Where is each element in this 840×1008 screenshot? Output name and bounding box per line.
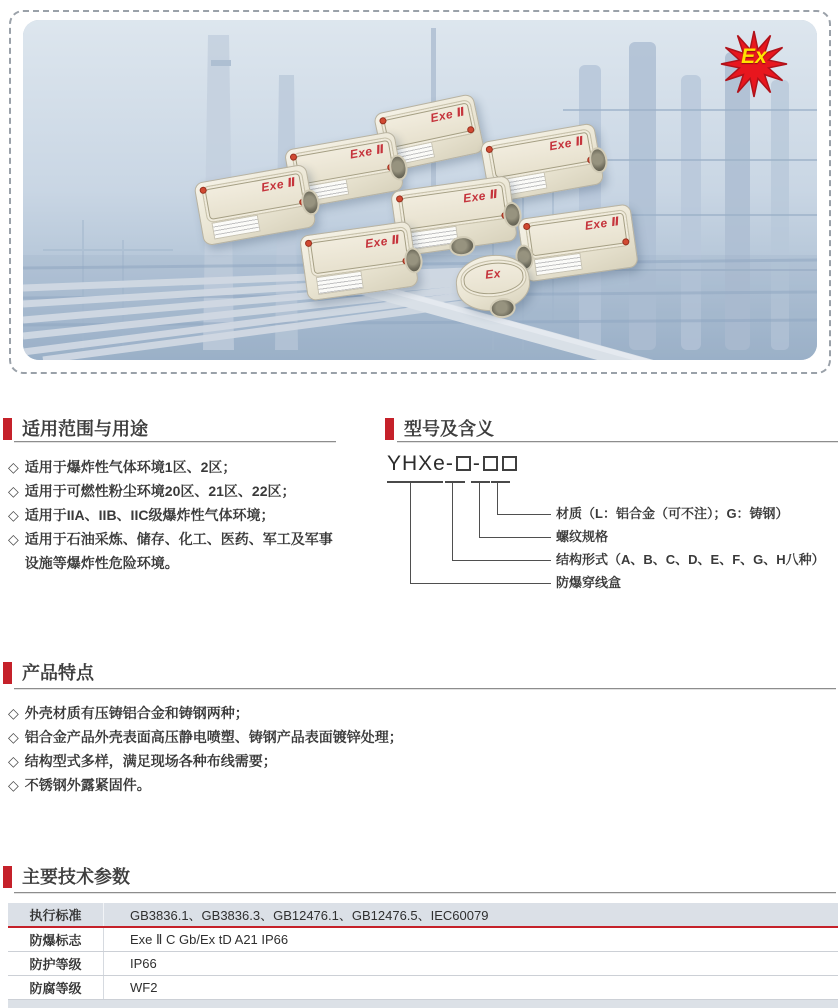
- model-code-placeholder-box: [456, 456, 471, 471]
- list-item-text: 适用于石油采炼、储存、化工、医药、军工及军事设施等爆炸性危险环境。: [24, 531, 333, 571]
- spec-row-value: GB3836.1、GB3836.3、GB12476.1、GB12476.5、IEC60079: [130, 908, 489, 923]
- list-item-text: 铝合金产品外壳表面高压静电喷塑、铸钢产品表面镀锌处理；: [24, 729, 403, 745]
- product-photo: [23, 20, 817, 360]
- list-item-text: 适用于IIA、IIB、IIC级爆炸性气体环境；: [24, 507, 275, 523]
- legend-connector-line: [410, 483, 551, 584]
- spec-row-value: Exe Ⅱ C Gb/Ex tD A21 IP66: [130, 931, 289, 947]
- legend-material: 材质（L：铝合金（可不注）；G：铸钢）: [556, 506, 789, 521]
- product-box-label: Exe Ⅱ: [462, 186, 499, 206]
- table-row: [8, 903, 838, 926]
- section-underline: [14, 688, 836, 689]
- diamond-bullet-icon: ◇: [8, 507, 19, 523]
- section-underline: [14, 892, 836, 893]
- section-title-specs: 主要技术参数: [22, 867, 130, 887]
- model-code-dash: -: [472, 452, 481, 475]
- legend-product-name: 防爆穿线盒: [556, 575, 622, 590]
- table-footer-strip: [8, 1000, 838, 1008]
- spec-row-label: 防爆标志: [8, 928, 104, 951]
- model-code-placeholder-box: [483, 456, 498, 471]
- diamond-bullet-icon: ◇: [8, 753, 19, 769]
- product-box-label: Exe Ⅱ: [548, 133, 586, 154]
- section-title-model: 型号及含义: [404, 419, 494, 439]
- section-accent-bar: [3, 866, 12, 888]
- section-accent-bar: [3, 662, 12, 684]
- list-item: [8, 725, 628, 749]
- list-item-text: 不锈钢外露紧固件。: [24, 777, 151, 793]
- spec-row-label: 防护等级: [8, 952, 104, 975]
- table-row: [8, 952, 838, 975]
- product-box-lid: [458, 256, 528, 300]
- list-item: [8, 773, 628, 797]
- section-underline: [397, 441, 838, 442]
- spec-row-value: WF2: [130, 980, 158, 995]
- product-box-label: Exe Ⅱ: [584, 214, 621, 234]
- table-row: [8, 976, 838, 999]
- model-code-dash: -: [445, 452, 454, 475]
- features-bullet-list: [8, 701, 628, 797]
- section-title-usage: 适用范围与用途: [22, 419, 148, 439]
- model-code-placeholder-box: [502, 456, 517, 471]
- legend-structure-type: 结构形式（A、B、C、D、E、F、G、H八种）: [556, 552, 825, 567]
- list-item-text: 结构型式多样，满足现场各种布线需要；: [24, 753, 277, 769]
- usage-bullet-list: [8, 455, 344, 575]
- diamond-bullet-icon: ◇: [8, 777, 19, 793]
- product-box-label: Ex: [484, 266, 502, 282]
- section-underline: [14, 441, 336, 442]
- list-item: [8, 479, 344, 503]
- list-item-text: 外壳材质有压铸铝合金和铸钢两种；: [24, 705, 249, 721]
- list-item-text: 适用于可燃性粉尘环境20区、21区、22区；: [24, 483, 296, 499]
- spec-table: [8, 903, 838, 1008]
- list-item: [8, 527, 344, 575]
- product-box-label: Exe Ⅱ: [348, 141, 386, 162]
- section-accent-bar: [385, 418, 394, 440]
- spec-row-value: IP66: [130, 956, 157, 971]
- section-accent-bar: [3, 418, 12, 440]
- table-row: [8, 928, 838, 951]
- ex-logo-text: Ex: [741, 45, 767, 68]
- model-code: [387, 452, 519, 476]
- product-box-label: Exe Ⅱ: [364, 231, 401, 251]
- diamond-bullet-icon: ◇: [8, 705, 19, 721]
- diamond-bullet-icon: ◇: [8, 483, 19, 499]
- list-item: [8, 749, 628, 773]
- diamond-bullet-icon: ◇: [8, 729, 19, 745]
- spec-row-label: 防腐等级: [8, 976, 104, 999]
- product-box-label: Exe Ⅱ: [429, 104, 467, 126]
- model-code-prefix: YHXe: [387, 452, 446, 475]
- ex-certification-logo: [717, 30, 791, 98]
- section-title-features: 产品特点: [22, 663, 94, 683]
- spec-row-label: 执行标准: [8, 903, 104, 926]
- list-item: [8, 701, 628, 725]
- product-box-label: Exe Ⅱ: [260, 175, 298, 195]
- legend-thread-spec: 螺纹规格: [556, 529, 609, 544]
- list-item: [8, 455, 344, 479]
- diamond-bullet-icon: ◇: [8, 459, 19, 475]
- list-item-text: 适用于爆炸性气体环境1区、2区；: [24, 459, 237, 475]
- list-item: [8, 503, 344, 527]
- diamond-bullet-icon: ◇: [8, 531, 19, 547]
